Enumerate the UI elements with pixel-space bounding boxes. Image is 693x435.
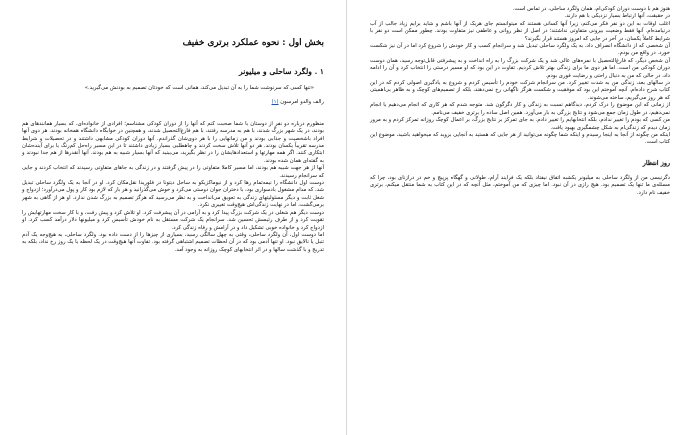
left-page bbox=[0, 0, 346, 435]
subsection-title: روز انتظار bbox=[642, 158, 670, 167]
right-page bbox=[347, 0, 693, 435]
left-page-content bbox=[22, 38, 324, 254]
body-paragraph: دوست اول دانشگاه را نیمه‌تمام رها کرد و از نیوماکزیکو به ساحل دیتونا در فلوریدا نقل‌مکان کرد. او در آنجا به یک ولگرد ساحلی تبدیل شد، که مدام مشغول بادسواری بود، با دختران جوان دوستی می‌کرد و خوش می‌گذرانید و هر بار که لازم بود کار و پول می‌درآورد؛ ازدواج و شغل ثابت و دیگر مسئولیتهای زندگی به تعویق می‌انداخت و به نظر می‌رسید که هرگز تصمیم به بزرگ شدن ندارد. او هر از گاهی به شهر برمی‌گشت، اما در نهایت زندگی‌اش هیچ‌وقت تغییری نکرد. bbox=[22, 180, 324, 209]
body-paragraph: اغلب اوقات به این دو نفر فکر می‌کنم، زیرا آنها کسانی هستند که میتوانستم جای هریک از آنها باشم و شاید برایم زیاد جالب از آب درنیامده‌ام. آنها فقط وضعیت بیرونی متفاوتی نداشتند؛ در اصل از نظر روانی و عاطفی نیز متفاوت بودند. چطور ممکن است دو نفر با شرایط کاملاً یکسان، در آخر در جایی که امروز هستند قرار بگیرند؟ bbox=[370, 20, 670, 42]
right-page-content bbox=[370, 6, 670, 197]
body-paragraph: دوست دیگر هم شغلی در یک شرکت بزرگ پیدا کرد و به آرامی در آن پیشرفت کرد. او تلاش کرد و پیش رفت، و با کار سخت مهارتهایش را تقویت کرد و از طرف رئیسش تحسین شد. سرانجام یک شرکت مستقل به نام خودش تأسیس کرد و میلیونها دلار درآمد کسب کرد. او ازدواج کرد و خانواده خوبی تشکیل داد و در آرامش و رفاه زندگی کرد. bbox=[22, 209, 324, 231]
body-paragraph: اینکه من چگونه از آنجا به اینجا رسیدم و اینکه شما چگونه می‌توانید از هر جایی که هستید به آنجایی بروید که میخواهید باشید، موضوع این کتاب است. bbox=[370, 131, 670, 146]
body-paragraph: آن شخصی که از دانشگاه انصراف داد، به یک ولگرد ساحلی تبدیل شد و سرانجام کسب و کار خودش را شروع کرد اما در آن نیز شکست خورد. در واقع من بودم. bbox=[370, 43, 670, 57]
epigraph-quote: «تنها کسی که سرنوشت شما را به آن تبدیل می‌کند، همانی است که خودتان تصمیم به بودنش می‌گیرید.» bbox=[84, 85, 314, 91]
body-paragraph: من کسی که بودم را تغییر ندادم، بلکه انتخابهایم را تغییر دادم. به جای تمرکز بر نتایج بزرگ، بر اعمال کوچک روزانه تمرکز کردم و به مرور زمان دیدم که زندگی‌ام به شکل چشمگیری بهبود یافت. bbox=[370, 117, 670, 131]
body-paragraph: آنها از هر جهت شبیه هم بودند، اما مسیر کاملا متفاوتی را در پیش گرفتند و در زندگی به جاهای متفاوتی رسیدند که انتخاب کردند و جایی که سرانجام رسیدند. bbox=[22, 165, 324, 179]
attribution-author: رالف والدو امرسون bbox=[280, 99, 324, 106]
chapter-title: بخش اول : نحوه عملکرد برتری خفیف bbox=[182, 38, 324, 48]
body-paragraph: اما دوست اول، آن ولگرد ساحلی، وقتی به چهل سالگی رسید، بسیاری از چیزها را از دست داده بود. ولگرد ساحلی، به هیچ‌وجه یک آدم تنبل یا نالایق نبود. او تنها آدمی بود که در آن لحظات تصمیم اشتباهی گرفته بود. تفاوت آنها هیچ‌وقت در یک لحظه یا یک روز رخ نداد، بلکه به تدریج و با گذشت سالها و در اثر انتخابهای کوچک روزانه به وجود آمد. bbox=[22, 231, 324, 253]
body-paragraph: در حقیقت، آنها ارتباط بسیار نزدیکی با هم دارند. bbox=[564, 13, 670, 20]
body-paragraph: هنوز هم با دوست دوران کودکی‌ام، همان ولگرد ساحلی، در تماس است. bbox=[512, 6, 670, 12]
body-paragraph: منظورم درباره دو نفر از دوستان با شما صحبت کنم که آنها را از دوران کودکی مشناسم؛ افرادی از خانواده‌ای، که بسیار همانندهای هم بودند، در یک شهر بزرگ شدند، با هم به مدرسه رفتند، با هم فارغ‌التحصیل شدند، و همچنین در خوابگاه دانشگاه همخانه بودند. هر دوی آنها افراد باشخصیت و جذابی بودند و من زمانهایی را با هر دوی‌شان گذراندم. آنها دوران کودکی مشابهی داشتند و در تحصیلات و شرایط مدرسه تقریباً یکسان بودند. هر دو آنها تلاش سخت کردند و چاهطلبی بسیار زیادی داشتند تا در این مسیر راه‌حل کم‌رنگ یا برای آینده‌شان ابتکاری کنند. اگر همه مهارتها و استعدادهایشان را در نظر بگیرید، می‌بینید که آنها بسیار شبیه به هم بودند. آنها آنقدرها از هم جدا نبودند و به گفته‌ای همان شده بودند. bbox=[22, 120, 324, 164]
body-paragraph: آن شخص دیگر، که فارغ‌التحصیل با نمره‌های عالی شد و یک شرکت بزرگ را به راه انداخت و به پیشرفتی قابل‌توجه رسید، همان دوست دوران کودکی من است. اما هر دوی ما برای زندگی بهتر تلاش کردیم. تفاوت در این بود که او مسیر درستی را انتخاب کرد و آن را ادامه داد، در حالی که من به دنبال راحتی و رضایت فوری بودم. bbox=[370, 57, 670, 79]
epigraph-attribution bbox=[22, 99, 324, 106]
body-paragraph: دگرنیسی من از ولگرد ساحلی به میلیونر یکشبه اتفاق نیفتاد بلکه یک فرایند آرام، طولانی و گهگاه پرپیچ و خم در درازنای بود، چرا که مسئله‌ی ما تنها یک تصمیم بود. هیچ رازی در آن نبود. اما چیزی که من آموختم، مثل آنچه که در این کتاب به شما منتقل میکنم، برتری خفیف نام دارد. bbox=[370, 174, 670, 196]
body-paragraph: در سالهای بعد، زندگی من به شدت تغییر کرد. من سرانجام شرکت خودم را تأسیس کردم و شروع به یادگیری اصولی کردم که در این کتاب شرح داده‌ام. آنچه آموختم این بود که موفقیت و شکست هرگز ناگهانی رخ نمی‌دهند، بلکه از تصمیم‌های کوچک و به ظاهر بی‌اهمیتی که هر روز می‌گیریم، ساخته می‌شوند. bbox=[370, 80, 670, 101]
section-title: ۱ . ولگرد ساحلی و میلیونر bbox=[239, 67, 324, 76]
body-paragraph: از زمانی که این موضوع را درک کردم، دیدگاهم نسبت به زندگی و کار دگرگون شد. متوجه شدم که هر کاری که انجام می‌دهیم یا انجام نمی‌دهیم، در طول زمان جمع می‌شود و نتایج بزرگی به بار می‌آورد. همین اصل ساده را برتری خفیف می‌نامم. bbox=[370, 102, 670, 116]
footnote-link[interactable]: (۱) bbox=[271, 99, 279, 106]
